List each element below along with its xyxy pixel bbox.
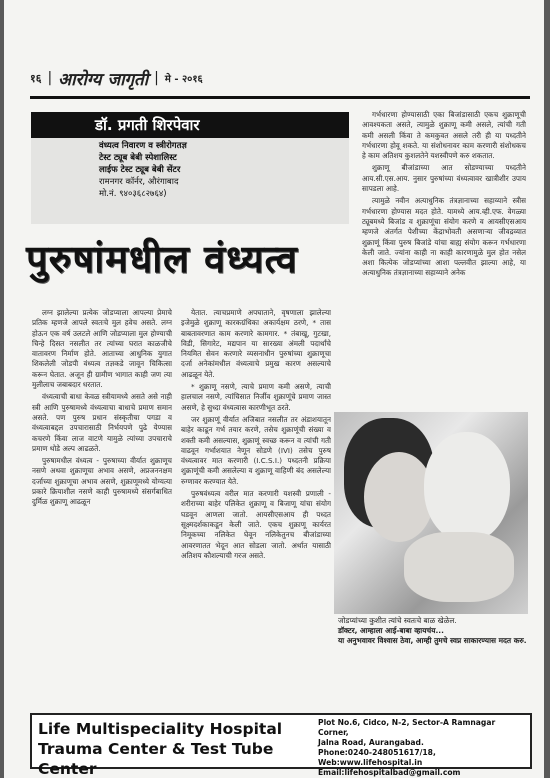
- photo-baby: [424, 432, 510, 542]
- issue-date: मे - २०१६: [164, 74, 203, 85]
- paragraph: पुरुषवंध्यत्व वरील मात करणारी यशस्वी प्रणाली - शरीराच्या बाहेर पलिकेत शुक्राणू व बिजाणू यांचा संयोग घडवून आणला जातो. आयसीएसआय ही पध्दत सूक्ष्मदर्शकाकडून केली जाते. एकच शुक्राणू कार्यरत निमूकच्या नलिकेत घेवून नलिकेतुनच बीजांडाच्या आवरणातत भेदून आत सोडला जातो. अर्थात यासाठी अतिशय कौशल्याची गरज असते.: [181, 489, 331, 560]
- doctor-specialist: टेस्ट ट्यूब बेबी स्पेशालिस्ट: [99, 153, 177, 163]
- hospital-banner: [30, 713, 532, 778]
- doctor-info-box: [31, 112, 349, 224]
- paragraph: * शुक्राणू नसणे, त्याचे प्रमाण कमी असणे, त्याची हालचाल नसणे, त्यांचिसात निर्जीव शुक्राणूंचे प्रमाण जास्त असणे, हे सुध्दा वंध्यत्वास कारणीभूत ठरते.: [181, 382, 331, 412]
- masthead: आरोग्य जागृती: [58, 69, 149, 90]
- hospital-name: Life Multispeciality Hospital Trauma Center & Test Tube Center: [38, 720, 283, 778]
- paragraph: लग्न झालेल्या प्रत्येक जोडप्याला आपल्या प्रेमाचे प्रतिक म्हणजे आपले स्वतःचे मुल हवेच असते. लग्न होऊन एक वर्ष उलटले आणि जोडप्याला मुल होण्याची चिन्हे दिसत नसलीत तर त्यांच्या घरात काळजीचे वातावरण निर्माण होते. आताच्या आधुनिक युगात शिकलेली जोडपी वंध्यत्व तज्ञकडे जावून चिकित्सा करून घेतात. अजून ही ग्रामीण भागात काही जण त्या मुलीलाच जबाबदार धरतात.: [32, 308, 172, 390]
- paragraph: वंध्यत्वाची बाधा केवळ स्त्रीयामध्ये असते असे नाही स्त्री आणि पुरुषामध्ये वंध्यत्वाचा बाधाचे प्रमाण समान असते. पण पुरुष प्रधान संस्कृतीचा पगडा व वंध्यत्वाबद्दल उपचारासाठी निर्भयपणे पुढे येण्यास कचरणे किंवा लाज वाटणे यामुळे त्यांच्या उपचाराचे प्रमाण थोडे अल्प आढळते.: [32, 392, 172, 453]
- page-header: [30, 60, 530, 96]
- paragraph: गर्भधारणा होण्यासाठी एका बिजांडासाठी एकच शुक्राणूची आवश्यकता असते, त्यामुळे शुक्राणू कमी असले, त्यांची गती कमी असली किंवा ते कमकुवत असले तरी ही या पध्दतीने गर्भधारणा होवू शकते. या संशोधनावर काम करणारी संशोधकच हे काम अतिशय कुशलतेने यशस्वीपणे करु शकतात.: [362, 110, 526, 161]
- page-number: १६: [30, 71, 42, 85]
- doctor-specialty: वंध्यत्व निवारण व स्त्रीरोगतज्ञ: [99, 141, 187, 151]
- hospital-contact: [314, 715, 530, 777]
- doctor-center: लाईफ टेस्ट ट्यूब बेबी सेंटर: [99, 165, 181, 175]
- caption-line: जोडप्यांच्या कुशीत त्यांचे स्वतःचे बाळ खेळेल.: [338, 616, 457, 625]
- article-column-1: [32, 308, 172, 712]
- photo-caption: [338, 616, 528, 646]
- doctor-address: रामनगर कॉर्नर, औरंगाबाद: [99, 177, 179, 187]
- paragraph: त्यामुळे नवीन अत्याधुनिक तंत्रज्ञानाच्या सहाय्याने स्त्रीस गर्भधारणा होण्यास मदत होते. यामध्ये आय.व्ही.एफ. वेगळ्या ट्यूबमध्ये बिजांड व शुक्राणूंचा संयोग करणे व आयसीएसआय म्हणजे अंतर्गत पेशीच्या केंद्राभोवती असणाऱ्या जीवद्रव्यात शुक्राणूं किंवा पुरुष बिजांडे यांचा बाह्य संयोग करून गर्भधारणा केली जाते. ज्यांना काही ना काही कारणामुळे मुल होत नसेल अशा कित्येक जोडप्यांच्या आशा पल्लवीत झाल्या आहे, या अत्याधुनिक तंत्रज्ञानाच्या सहाय्याने अनेक: [362, 196, 526, 278]
- paragraph: येतात. त्याचप्रमाणे अपघाताने, वृषणाला झालेल्या इजेमुळे शुक्राणू कारकग्रंथिका अकार्यक्षम ठरणे, * तास बाबतावरणात काम करणारे कामगार. * तंबाखू, गुटखा, विडी, सिगारेट, मद्यपान या सारख्या अंमली पदार्थांचे नियमित सेवन करणारे व्यसनाधीन पुरुषांच्या शुक्राणूचा दर्जा अनेकांमधील वंध्यत्वाचे प्रमुख कारण असल्याचे आढळून येते.: [181, 308, 331, 379]
- caption-line: डॉक्टर, आम्हाला आई-बाबा व्हायचंय...: [338, 626, 444, 635]
- article-column-2: [181, 308, 331, 712]
- mother-baby-photo: [334, 412, 528, 614]
- paragraph: जर शुक्राणूं वीर्यात अजिबात नसलीत तर अंडाशयातून बाहेर काढून गर्भ तयार करणे, तसेच शुक्राणूंची संख्या व शक्ती कमी असल्यास, शुक्राणूं स्वच्छ करून व त्यांची गती वाढवून गर्भाशयात नेणून सोडणे (IVI) तसेच पुरुष वंध्यत्वावर मात करणारी (I.C.S.I.) पध्दतनी प्रक्रिया शुक्राणूंची कमी असलेल्या व शुक्राणू वाहिणी बंद असलेल्या रुग्णावर करण्यात येते.: [181, 414, 331, 486]
- newspaper-page: [4, 0, 544, 778]
- paragraph: पुरुषामधील वंध्यत्व - पुरुषाच्या वीर्यात शुक्राणूच नसणे अथवा शुक्राणूचा अभाव असणे, अप्रजननक्षम दर्जाच्या शुक्राणूचा अभाव असणे, शुक्राणूमध्ये योग्यत्या प्रकारे क्रियाशील नसणे काही पुरुषामध्ये संसर्गबाधित दुर्मिळ शुक्राणू आढळून: [32, 456, 172, 507]
- header-divider: |: [47, 70, 53, 86]
- article-headline: पुरुषांमधील वंध्यत्व: [26, 237, 298, 281]
- header-divider: |: [154, 70, 159, 86]
- photo-arm: [404, 532, 514, 602]
- caption-line: या अनुभवावर विश्वास ठेवा, आम्ही तुमचे स्वप्न साकारण्यास मदत करु.: [338, 636, 527, 645]
- article-column-3: [362, 110, 526, 410]
- paragraph: शुक्राणू बीजांडाच्या आत सोडण्याच्या पध्दतीने आय.सी.एस.आय. नुसार पुरुषांच्या वंध्यत्वावर खात्रीशीर उपाय सापडला आहे.: [362, 163, 526, 194]
- hospital-email: Email:lifehospitalbad@gmail.com: [318, 768, 461, 777]
- hospital-address: Jalna Road, Aurangabad.: [318, 738, 424, 747]
- doctor-name: डॉ. प्रगती शिरपेवार: [31, 112, 349, 138]
- doctor-mobile: मो.नं. ९४०३६८२७६४): [99, 189, 167, 199]
- hospital-address: Plot No.6, Cidco, N-2, Sector-A Ramnagar Corner,: [318, 718, 496, 737]
- hospital-phone: Phone:0240-248051617/18, Web:www.lifehospital.in: [318, 748, 436, 767]
- header-rule: [30, 96, 530, 99]
